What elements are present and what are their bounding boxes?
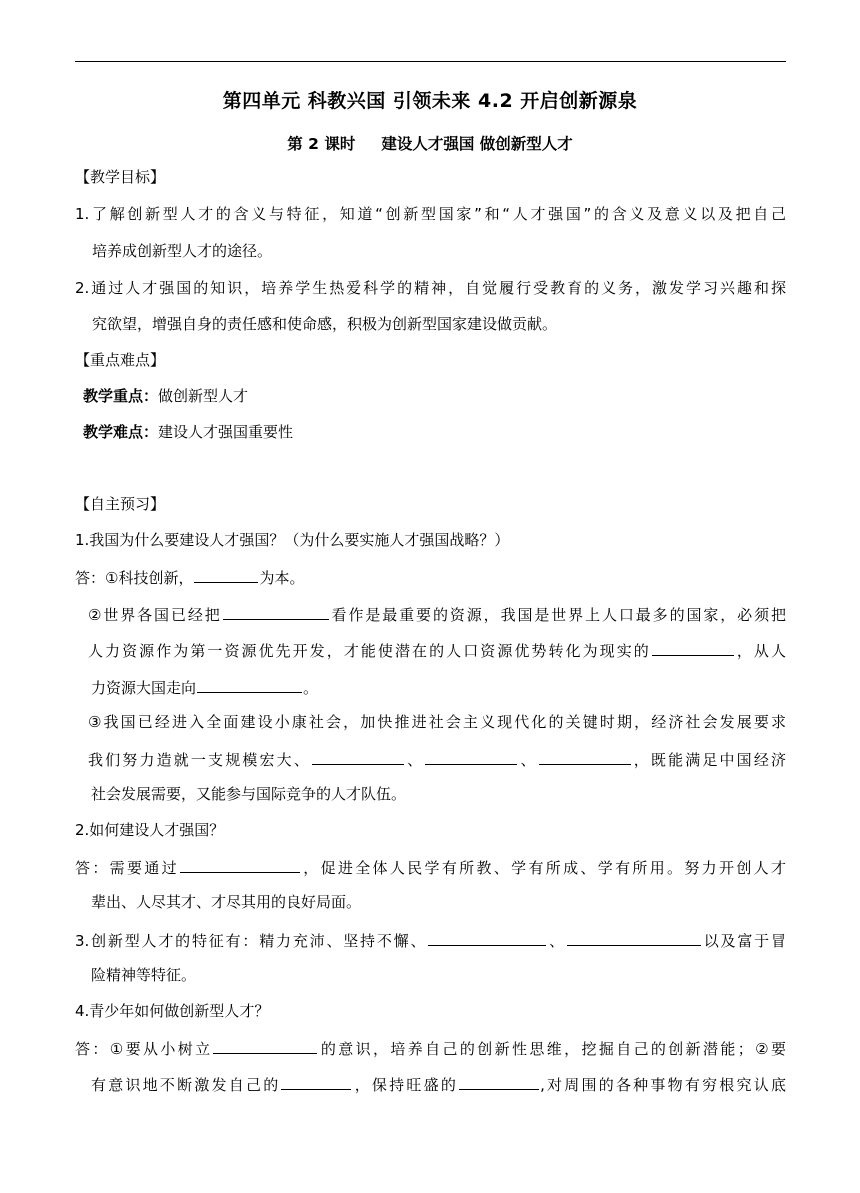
goal-2-line-2: 究欲望，增强自身的责任感和使命感，积极为创新型国家建设做贡献。 — [92, 315, 558, 333]
page-title: 第四单元 科教兴国 引领未来 4.2 开启创新源泉 — [222, 90, 638, 112]
fill-blank[interactable] — [312, 747, 404, 765]
separator: 、 — [547, 932, 566, 950]
fill-blank[interactable] — [281, 1072, 351, 1090]
lesson-topic: 建设人才强国 做创新型人才 — [381, 135, 573, 153]
q4-a-text-mid: ，保持旺盛的 — [352, 1076, 459, 1094]
q1-a3-text-end: ，既能满足中国经济 — [631, 751, 786, 769]
difficulty-text: 建设人才强国重要性 — [158, 423, 294, 441]
goal-1-line-2: 培养成创新型人才的途径。 — [92, 242, 273, 260]
goals-heading: 【教学目标】 — [75, 168, 166, 186]
question-1: 1.我国为什么要建设人才强国？（为什么要实施人才强国战略？） — [75, 531, 510, 549]
q1-a2-text: ②世界各国已经把 — [88, 606, 222, 624]
separator: 、 — [518, 751, 538, 769]
q4-a-text: 有意识地不断激发自己的 — [91, 1076, 281, 1094]
fill-blank[interactable] — [539, 747, 631, 765]
question-2: 2.如何建设人才强国？ — [75, 821, 225, 839]
question-4: 4.青少年如何做创新型人才？ — [75, 1002, 270, 1020]
q4-answer-line-2 — [91, 1072, 786, 1094]
q4-a-text-end: ,对周围的各种事物有穷根究认底 — [540, 1076, 786, 1094]
teaching-difficulty — [83, 421, 794, 443]
q1-answer-2-line-1 — [88, 602, 786, 624]
focus-text: 做创新型人才 — [158, 387, 249, 405]
focus-label: 教学重点： — [83, 387, 159, 405]
q1-a2-text: 力资源大国走向 — [91, 679, 197, 697]
fill-blank[interactable] — [180, 855, 300, 873]
fill-blank[interactable] — [567, 928, 701, 946]
fill-blank[interactable] — [194, 565, 258, 583]
lesson-subtitle — [0, 132, 860, 154]
fill-blank[interactable] — [459, 1072, 539, 1090]
q1-answer-3-line-3: 社会发展需要，又能参与国际竞争的人才队伍。 — [91, 785, 407, 803]
fill-blank[interactable] — [652, 638, 734, 656]
q1-a2-text-end: 。 — [303, 679, 319, 697]
q1-a2-text-end: ，从人 — [734, 642, 786, 660]
teaching-focus — [83, 385, 794, 407]
q1-a2-text-end: 看作是最重要的资源，我国是世界上人口最多的国家，必须把 — [329, 606, 786, 624]
fill-blank[interactable] — [223, 602, 329, 620]
question-3-line-2: 险精神等特征。 — [91, 966, 197, 984]
q1-a1-text: 答：①科技创新， — [75, 569, 194, 587]
q3-text-end: 以及富于冒 — [701, 932, 786, 950]
fill-blank[interactable] — [213, 1036, 317, 1054]
q1-answer-2-line-2 — [88, 638, 786, 660]
q4-answer-line-1 — [75, 1036, 786, 1058]
q2-answer-line-2: 辈出、人尽其才、才尽其用的良好局面。 — [91, 893, 362, 911]
lesson-number: 第 2 课时 — [287, 135, 356, 153]
preview-heading: 【自主预习】 — [75, 495, 166, 513]
q1-a3-text: 我们努力造就一支规模宏大、 — [88, 751, 311, 769]
q2-answer-line-1 — [75, 855, 786, 877]
q1-answer-1 — [75, 565, 786, 587]
q3-text: 3.创新型人才的特征有：精力充沛、坚持不懈、 — [75, 932, 428, 950]
fill-blank[interactable] — [425, 747, 517, 765]
q2-a-text-end: ，促进全体人民学有所教、学有所成、学有所用。努力开创人才 — [300, 859, 786, 877]
goal-1-line-1: 1.了解创新型人才的含义与特征，知道“创新型国家”和“人才强国”的含义及意义以及把自己 — [75, 205, 786, 223]
q1-a1-text-end: 为本。 — [259, 569, 305, 587]
separator: 、 — [404, 751, 425, 769]
difficulty-label: 教学难点： — [83, 423, 159, 441]
question-3-line-1 — [75, 928, 786, 950]
q1-answer-3-line-2 — [88, 747, 786, 769]
q4-a-text: 答：①要从小树立 — [75, 1040, 213, 1058]
q4-a-text-end: 的意识，培养自己的创新性思维，挖掘自己的创新潜能；②要 — [318, 1040, 787, 1058]
q1-answer-2-line-3 — [91, 675, 802, 697]
fill-blank[interactable] — [428, 928, 546, 946]
key-points-heading: 【重点难点】 — [75, 351, 166, 369]
header-rule — [75, 61, 786, 62]
q2-a-text: 答：需要通过 — [75, 859, 179, 877]
fill-blank[interactable] — [197, 675, 302, 693]
goal-2-line-1: 2.通过人才强国的知识，培养学生热爱科学的精神，自觉履行受教育的义务，激发学习兴趣和探 — [75, 279, 786, 297]
q1-answer-3-line-1: ③我国已经进入全面建设小康社会，加快推进社会主义现代化的关键时期，经济社会发展要求 — [88, 713, 786, 731]
q1-a2-text: 人力资源作为第一资源优先开发，才能使潜在的人口资源优势转化为现实的 — [88, 642, 651, 660]
